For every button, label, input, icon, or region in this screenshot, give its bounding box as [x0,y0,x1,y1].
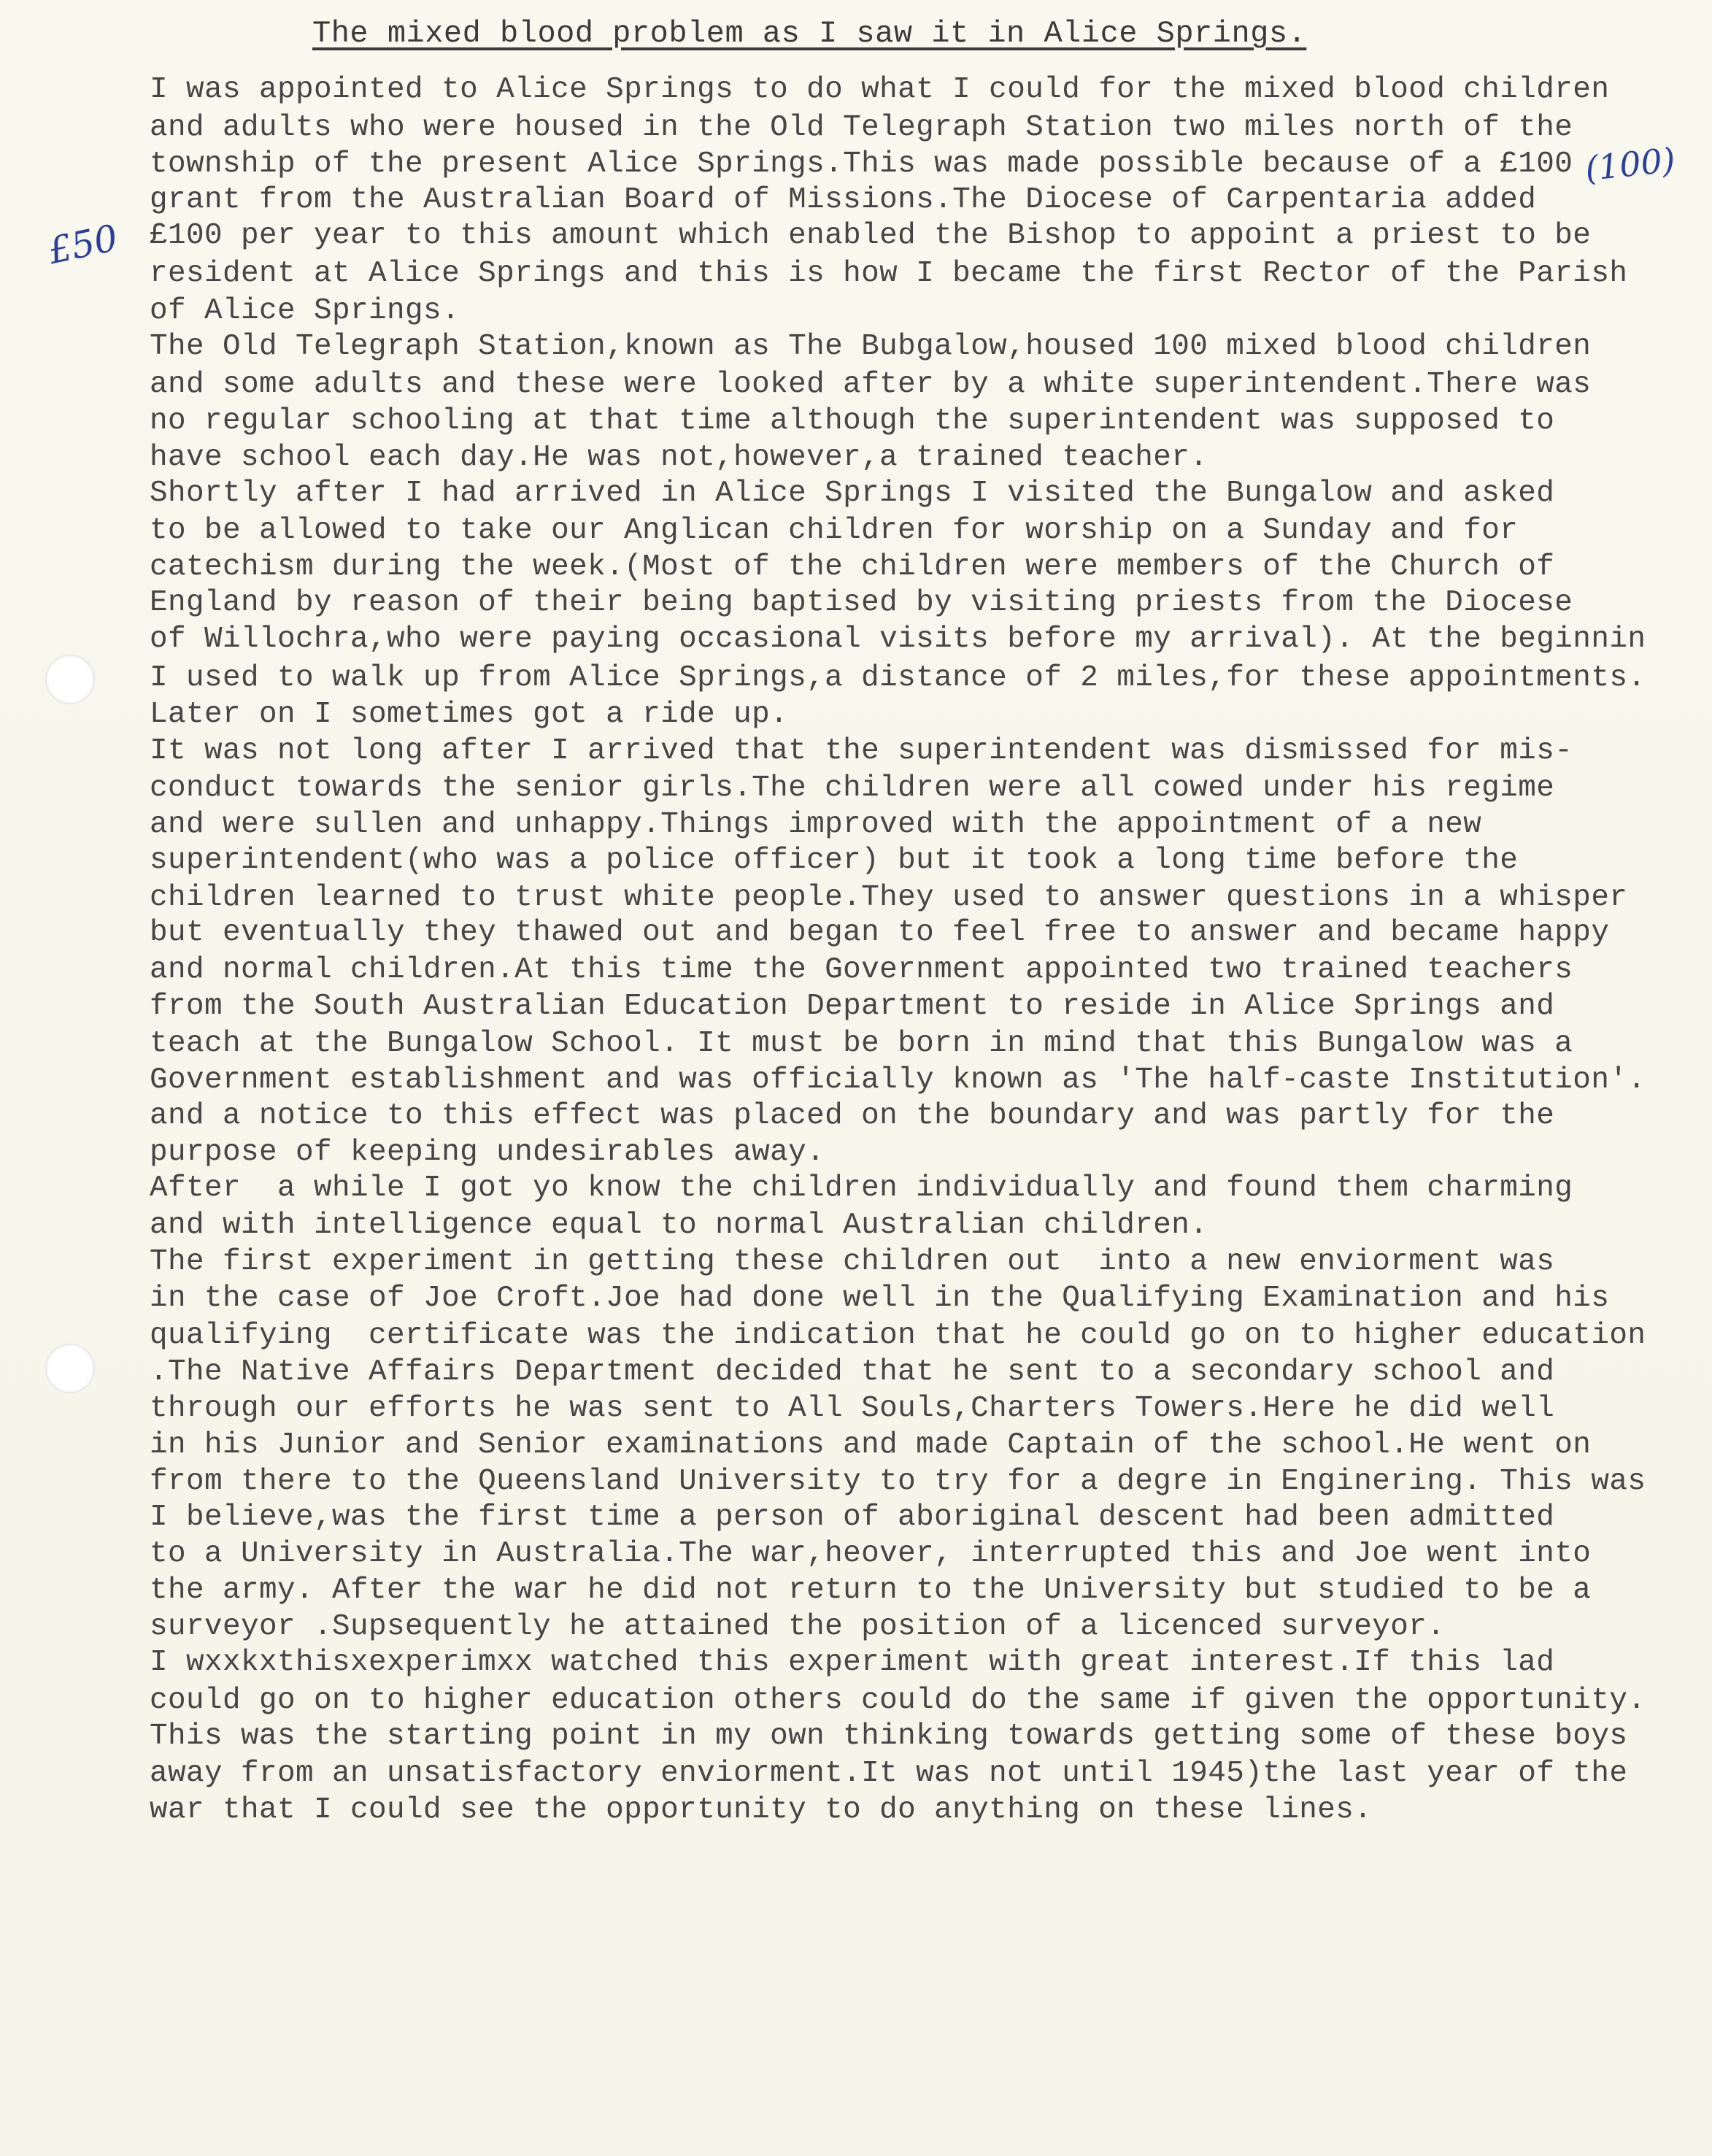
text-line: in the case of Joe Croft.Joe had done well in the Qualifying Examination and his [150,1282,1610,1315]
text-line: from there to the Queensland University to try for a degre in Enginering. This was [150,1465,1646,1498]
text-line: to a University in Australia.The war,heover, interrupted this and Joe went into [150,1537,1592,1571]
text-line: resident at Alice Springs and this is how I became the first Rector of the Parish [150,257,1628,290]
text-line: and some adults and these were looked after by a white superintendent.There was [150,368,1592,401]
text-line: The first experiment in getting these children out into a new enviorment was [150,1245,1555,1279]
text-line: through our efforts he was sent to All Souls,Charters Towers.Here he did well [150,1392,1555,1425]
text-line: I used to walk up from Alice Springs,a distance of 2 miles,for these appointments. [150,661,1646,695]
text-line: qualifying certificate was the indication that he could go on to higher education [150,1319,1646,1352]
text-line: purpose of keeping undesirables away. [150,1136,825,1169]
punch-hole-top [45,655,95,704]
text-line: surveyor .Supsequently he attained the position of a licenced surveyor. [150,1610,1446,1644]
handwritten-annotation-right: (100) [1583,139,1678,189]
text-line: It was not long after I arrived that the superintendent was dismissed for mis- [150,734,1573,768]
text-line: Later on I sometimes got a ride up. [150,698,789,731]
text-line: .The Native Affairs Department decided that he sent to a secondary school and [150,1355,1555,1389]
text-line: war that I could see the opportunity to do anything on these lines. [150,1793,1373,1827]
text-line: of Willochra,who were paying occasional visits before my arrival). At the beginnin [150,623,1646,656]
handwritten-annotation-left: £50 [45,216,122,273]
text-line: Shortly after I had arrived in Alice Springs I visited the Bungalow and asked [150,477,1555,510]
text-line: After a while I got yo know the children individually and found them charming [150,1171,1573,1205]
text-line: I wxxkxthisxexperimxx watched this experiment with great interest.If this lad [150,1646,1555,1679]
text-line: of Alice Springs. [150,294,460,328]
text-line: This was the starting point in my own thinking towards getting some of these boys [150,1720,1628,1753]
text-line: and were sullen and unhappy.Things improved with the appointment of a new [150,808,1482,842]
text-line: the army. After the war he did not return to the University but studied to be a [150,1574,1592,1607]
text-line: teach at the Bungalow School. It must be born in mind that this Bungalow was a [150,1027,1573,1060]
text-line: I was appointed to Alice Springs to do what I could for the mixed blood children [150,73,1610,107]
text-line: Government establishment and was officially known as 'The half-caste Institution'. [150,1063,1646,1097]
punch-hole-bottom [45,1344,95,1393]
text-line: township of the present Alice Springs.This was made possible because of a £100 [150,147,1573,181]
text-line: catechism during the week.(Most of the children were members of the Church of [150,550,1555,584]
text-line: to be allowed to take our Anglican children for worship on a Sunday and for [150,514,1519,547]
text-line: and adults who were housed in the Old Telegraph Station two miles north of the [150,111,1573,145]
text-line: in his Junior and Senior examinations and made Captain of the school.He went on [150,1428,1592,1462]
text-line: The Old Telegraph Station,known as The Bubgalow,housed 100 mixed blood children [150,330,1592,363]
text-line: away from an unsatisfactory enviorment.It was not until 1945)the last year of the [150,1757,1628,1790]
text-line: I believe,was the first time a person of aboriginal descent had been admitted [150,1501,1555,1534]
text-line: could go on to higher education others could do the same if given the opportunity. [150,1684,1646,1717]
text-line: conduct towards the senior girls.The children were all cowed under his regime [150,771,1555,805]
text-line: have school each day.He was not,however,a trained teacher. [150,441,1208,474]
text-line: and with intelligence equal to normal Australian children. [150,1209,1208,1242]
text-line: but eventually they thawed out and began to feel free to answer and became happy [150,916,1610,950]
document-title: The mixed blood problem as I saw it in Alice Springs. [312,16,1307,51]
text-line: and normal children.At this time the Government appointed two trained teachers [150,953,1573,987]
text-line: superintendent(who was a police officer) but it took a long time before the [150,844,1519,877]
text-line: from the South Australian Education Department to reside in Alice Springs and [150,990,1555,1023]
text-line: England by reason of their being baptised by visiting priests from the Diocese [150,586,1573,620]
text-line: and a notice to this effect was placed on the boundary and was partly for the [150,1099,1555,1133]
text-line: no regular schooling at that time although the superintendent was supposed to [150,404,1555,438]
text-line: children learned to trust white people.They used to answer questions in a whisper [150,881,1628,915]
text-line: grant from the Australian Board of Missions.The Diocese of Carpentaria added [150,183,1537,217]
text-line: £100 per year to this amount which enabled the Bishop to appoint a priest to be [150,219,1592,253]
